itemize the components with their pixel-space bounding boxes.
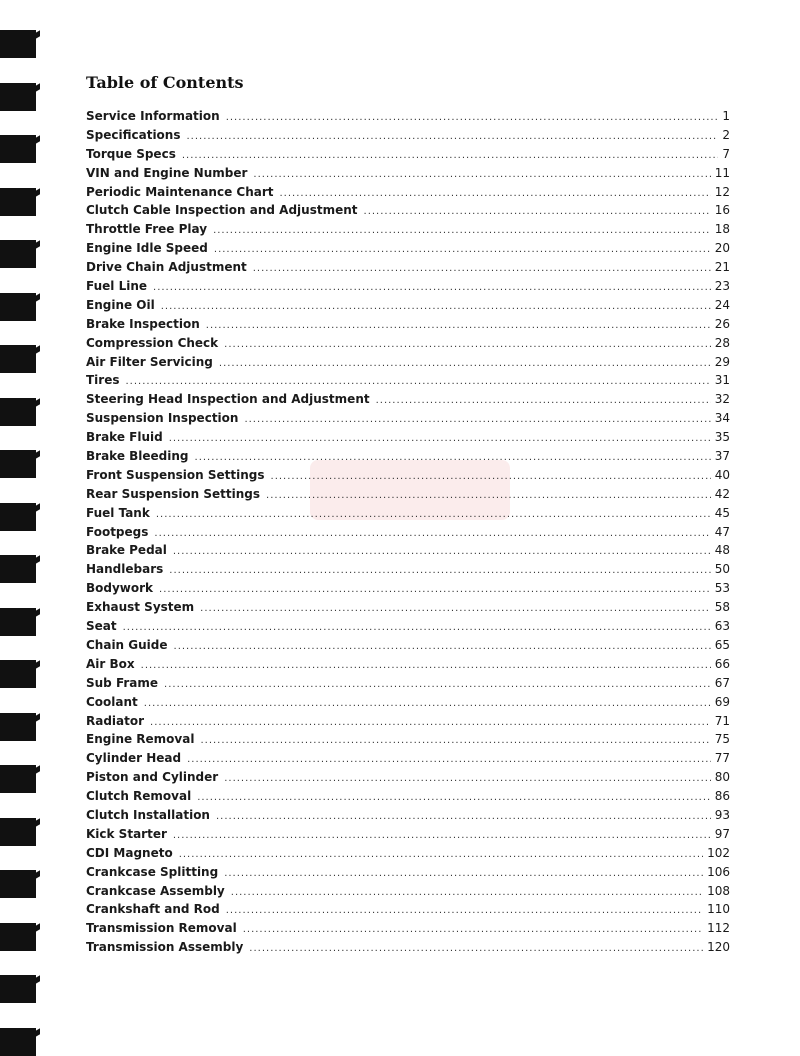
toc-entry-page-number: 112 bbox=[707, 921, 730, 936]
dot-leader bbox=[271, 468, 711, 487]
dot-leader bbox=[150, 714, 711, 733]
toc-entry[interactable] bbox=[86, 825, 730, 844]
dot-leader bbox=[224, 770, 711, 789]
toc-entry[interactable] bbox=[86, 409, 730, 428]
dot-leader bbox=[244, 411, 710, 430]
toc-entry-title: Coolant bbox=[86, 694, 138, 709]
dot-leader bbox=[174, 638, 711, 657]
toc-entry-title: Specifications bbox=[86, 127, 181, 142]
dot-leader bbox=[123, 619, 711, 638]
dot-leader bbox=[161, 298, 711, 317]
toc-entry-page-number: 69 bbox=[714, 694, 730, 709]
toc-entry-title: CDI Magneto bbox=[86, 845, 173, 860]
toc-entry[interactable] bbox=[86, 390, 730, 409]
dot-leader bbox=[159, 581, 711, 600]
spiral-binding bbox=[0, 0, 40, 1035]
binding-hole bbox=[0, 240, 36, 268]
toc-entry[interactable] bbox=[86, 900, 730, 919]
binding-hole bbox=[0, 135, 36, 163]
toc-entry-page-number: 77 bbox=[714, 751, 730, 766]
dot-leader bbox=[226, 109, 719, 128]
binding-hole bbox=[0, 765, 36, 793]
dot-leader bbox=[224, 865, 703, 884]
dot-leader bbox=[226, 902, 703, 921]
binding-hole bbox=[0, 345, 36, 373]
toc-entry[interactable] bbox=[86, 296, 730, 315]
toc-entry[interactable] bbox=[86, 107, 730, 126]
toc-entry[interactable] bbox=[86, 882, 730, 901]
toc-entry[interactable] bbox=[86, 938, 730, 957]
toc-entry-page-number: 93 bbox=[714, 807, 730, 822]
toc-entry-page-number: 53 bbox=[714, 581, 730, 596]
toc-entry-title: Suspension Inspection bbox=[86, 411, 239, 426]
toc-entry-title: Transmission Assembly bbox=[86, 940, 244, 955]
toc-entry-page-number: 40 bbox=[714, 467, 730, 482]
table-of-contents bbox=[86, 107, 730, 957]
toc-entry[interactable] bbox=[86, 523, 730, 542]
toc-entry[interactable] bbox=[86, 579, 730, 598]
toc-entry[interactable] bbox=[86, 258, 730, 277]
toc-entry-title: Brake Fluid bbox=[86, 430, 163, 445]
toc-entry-title: Crankcase Assembly bbox=[86, 883, 225, 898]
dot-leader bbox=[253, 166, 710, 185]
toc-entry-page-number: 108 bbox=[707, 883, 730, 898]
dot-leader bbox=[164, 676, 711, 695]
toc-entry-title: Brake Bleeding bbox=[86, 449, 189, 464]
toc-entry-page-number: 20 bbox=[714, 241, 730, 256]
toc-entry-title: Drive Chain Adjustment bbox=[86, 260, 247, 275]
toc-entry-title: Cylinder Head bbox=[86, 751, 182, 766]
binding-hole bbox=[0, 293, 36, 321]
toc-entry[interactable] bbox=[86, 353, 730, 372]
toc-entry[interactable] bbox=[86, 693, 730, 712]
toc-entry-title: Kick Starter bbox=[86, 826, 167, 841]
toc-entry[interactable] bbox=[86, 787, 730, 806]
toc-entry-title: Crankcase Splitting bbox=[86, 864, 219, 879]
toc-entry-title: Clutch Cable Inspection and Adjustment bbox=[86, 203, 358, 218]
binding-hole bbox=[0, 818, 36, 846]
toc-entry[interactable] bbox=[86, 201, 730, 220]
toc-entry-title: Brake Pedal bbox=[86, 543, 167, 558]
toc-entry-page-number: 29 bbox=[714, 354, 730, 369]
dot-leader bbox=[173, 543, 711, 562]
toc-entry-page-number: 21 bbox=[714, 260, 730, 275]
dot-leader bbox=[231, 884, 703, 903]
toc-entry-title: Torque Specs bbox=[86, 146, 176, 161]
toc-entry[interactable] bbox=[86, 768, 730, 787]
toc-entry[interactable] bbox=[86, 485, 730, 504]
dot-leader bbox=[216, 808, 711, 827]
toc-entry-title: Engine Oil bbox=[86, 297, 155, 312]
toc-entry-title: Front Suspension Settings bbox=[86, 467, 265, 482]
binding-hole bbox=[0, 923, 36, 951]
dot-leader bbox=[173, 827, 711, 846]
toc-entry-page-number: 65 bbox=[714, 637, 730, 652]
dot-leader bbox=[179, 846, 703, 865]
toc-entry[interactable] bbox=[86, 806, 730, 825]
toc-entry-page-number: 80 bbox=[714, 770, 730, 785]
dot-leader bbox=[197, 789, 711, 808]
toc-entry-title: Tires bbox=[86, 373, 120, 388]
toc-entry[interactable] bbox=[86, 919, 730, 938]
toc-entry-title: Crankshaft and Rod bbox=[86, 902, 220, 917]
toc-entry-page-number: 50 bbox=[714, 562, 730, 577]
dot-leader bbox=[253, 260, 711, 279]
toc-entry-title: Clutch Removal bbox=[86, 789, 192, 804]
toc-entry[interactable] bbox=[86, 617, 730, 636]
toc-entry[interactable] bbox=[86, 239, 730, 258]
toc-entry[interactable] bbox=[86, 636, 730, 655]
toc-entry-page-number: 63 bbox=[714, 619, 730, 634]
toc-entry-title: Fuel Tank bbox=[86, 505, 150, 520]
binding-hole bbox=[0, 503, 36, 531]
dot-leader bbox=[186, 128, 718, 147]
toc-entry-title: Transmission Removal bbox=[86, 921, 237, 936]
toc-entry-title: Handlebars bbox=[86, 562, 164, 577]
toc-entry[interactable] bbox=[86, 220, 730, 239]
toc-entry-title: Periodic Maintenance Chart bbox=[86, 184, 274, 199]
binding-hole bbox=[0, 30, 36, 58]
toc-entry[interactable] bbox=[86, 749, 730, 768]
toc-entry-title: Sub Frame bbox=[86, 675, 159, 690]
toc-entry[interactable] bbox=[86, 126, 730, 145]
page-title: Table of Contents bbox=[86, 73, 244, 92]
toc-entry-page-number: 102 bbox=[707, 845, 730, 860]
toc-entry[interactable] bbox=[86, 466, 730, 485]
toc-entry[interactable] bbox=[86, 183, 730, 202]
dot-leader bbox=[187, 751, 711, 770]
toc-entry-title: Footpegs bbox=[86, 524, 149, 539]
toc-entry-title: Service Information bbox=[86, 109, 220, 123]
toc-entry[interactable] bbox=[86, 428, 730, 447]
toc-entry-page-number: 12 bbox=[714, 184, 730, 199]
toc-entry-title: Seat bbox=[86, 619, 117, 634]
toc-entry-page-number: 16 bbox=[714, 203, 730, 218]
toc-entry[interactable] bbox=[86, 447, 730, 466]
toc-entry-page-number: 67 bbox=[714, 675, 730, 690]
toc-entry-page-number: 71 bbox=[714, 713, 730, 728]
toc-entry[interactable] bbox=[86, 844, 730, 863]
toc-entry-page-number: 110 bbox=[707, 902, 730, 917]
dot-leader bbox=[154, 525, 710, 544]
toc-entry-page-number: 32 bbox=[714, 392, 730, 407]
toc-entry-title: Radiator bbox=[86, 713, 145, 728]
toc-entry-page-number: 26 bbox=[714, 316, 730, 331]
toc-entry-title: Bodywork bbox=[86, 581, 154, 596]
dot-leader bbox=[376, 392, 711, 411]
toc-entry-page-number: 28 bbox=[714, 335, 730, 350]
toc-entry[interactable] bbox=[86, 334, 730, 353]
binding-hole bbox=[0, 1028, 36, 1056]
dot-leader bbox=[219, 355, 711, 374]
toc-entry-page-number: 31 bbox=[714, 373, 730, 388]
dot-leader bbox=[224, 336, 711, 355]
dot-leader bbox=[141, 657, 711, 676]
toc-entry[interactable] bbox=[86, 674, 730, 693]
toc-entry[interactable] bbox=[86, 315, 730, 334]
toc-entry-title: Throttle Free Play bbox=[86, 222, 208, 237]
dot-leader bbox=[195, 449, 711, 468]
toc-entry-title: Chain Guide bbox=[86, 637, 168, 652]
toc-entry[interactable] bbox=[86, 655, 730, 674]
dot-leader bbox=[153, 279, 711, 298]
toc-entry-page-number: 97 bbox=[714, 826, 730, 841]
toc-entry-page-number: 47 bbox=[714, 524, 730, 539]
toc-entry[interactable] bbox=[86, 712, 730, 731]
dot-leader bbox=[266, 487, 711, 506]
toc-entry-title: Engine Removal bbox=[86, 732, 195, 747]
dot-leader bbox=[156, 506, 711, 525]
toc-entry[interactable] bbox=[86, 164, 730, 183]
toc-entry-page-number: 24 bbox=[714, 297, 730, 312]
toc-entry-title: Brake Inspection bbox=[86, 316, 200, 331]
toc-entry-title: Piston and Cylinder bbox=[86, 770, 219, 785]
binding-hole bbox=[0, 555, 36, 583]
toc-entry[interactable] bbox=[86, 277, 730, 296]
binding-hole bbox=[0, 450, 36, 478]
toc-entry-page-number: 106 bbox=[707, 864, 730, 879]
toc-entry-title: Engine Idle Speed bbox=[86, 241, 208, 256]
dot-leader bbox=[169, 562, 710, 581]
toc-entry[interactable] bbox=[86, 145, 730, 164]
toc-entry-page-number: 66 bbox=[714, 656, 730, 671]
toc-entry-page-number: 120 bbox=[707, 940, 730, 955]
binding-hole bbox=[0, 975, 36, 1003]
toc-entry-title: Rear Suspension Settings bbox=[86, 486, 261, 501]
toc-entry-page-number: 48 bbox=[714, 543, 730, 558]
toc-entry-page-number: 1 bbox=[722, 109, 730, 123]
dot-leader bbox=[243, 921, 703, 940]
binding-hole bbox=[0, 608, 36, 636]
toc-entry-page-number: 11 bbox=[714, 165, 730, 180]
toc-entry[interactable] bbox=[86, 560, 730, 579]
binding-hole bbox=[0, 188, 36, 216]
toc-entry[interactable] bbox=[86, 863, 730, 882]
dot-leader bbox=[169, 430, 711, 449]
toc-entry[interactable] bbox=[86, 541, 730, 560]
dot-leader bbox=[214, 241, 711, 260]
toc-entry-page-number: 58 bbox=[714, 600, 730, 615]
toc-entry-title: VIN and Engine Number bbox=[86, 165, 248, 180]
toc-entry[interactable] bbox=[86, 371, 730, 390]
toc-entry-page-number: 34 bbox=[714, 411, 730, 426]
toc-entry-page-number: 2 bbox=[722, 127, 730, 142]
toc-entry-title: Exhaust System bbox=[86, 600, 195, 615]
toc-entry-page-number: 18 bbox=[714, 222, 730, 237]
dot-leader bbox=[144, 695, 711, 714]
dot-leader bbox=[206, 317, 711, 336]
toc-entry-page-number: 23 bbox=[714, 279, 730, 294]
dot-leader bbox=[364, 203, 711, 222]
binding-hole bbox=[0, 660, 36, 688]
toc-entry-title: Air Box bbox=[86, 656, 135, 671]
dot-leader bbox=[249, 940, 703, 959]
binding-hole bbox=[0, 398, 36, 426]
toc-entry[interactable] bbox=[86, 504, 730, 523]
dot-leader bbox=[200, 732, 710, 751]
toc-entry-page-number: 37 bbox=[714, 449, 730, 464]
toc-entry-page-number: 42 bbox=[714, 486, 730, 501]
toc-entry-page-number: 75 bbox=[714, 732, 730, 747]
toc-entry-title: Compression Check bbox=[86, 335, 219, 350]
toc-entry-page-number: 45 bbox=[714, 505, 730, 520]
toc-entry-title: Steering Head Inspection and Adjustment bbox=[86, 392, 370, 407]
toc-entry[interactable] bbox=[86, 730, 730, 749]
dot-leader bbox=[182, 147, 719, 166]
binding-hole bbox=[0, 83, 36, 111]
toc-entry-title: Clutch Installation bbox=[86, 807, 210, 822]
toc-entry-page-number: 86 bbox=[714, 789, 730, 804]
toc-entry-page-number: 7 bbox=[722, 146, 730, 161]
toc-entry-title: Fuel Line bbox=[86, 279, 148, 294]
toc-entry[interactable] bbox=[86, 598, 730, 617]
dot-leader bbox=[200, 600, 711, 619]
dot-leader bbox=[213, 222, 711, 241]
binding-hole bbox=[0, 870, 36, 898]
toc-entry-page-number: 35 bbox=[714, 430, 730, 445]
binding-hole bbox=[0, 713, 36, 741]
toc-entry-title: Air Filter Servicing bbox=[86, 354, 213, 369]
